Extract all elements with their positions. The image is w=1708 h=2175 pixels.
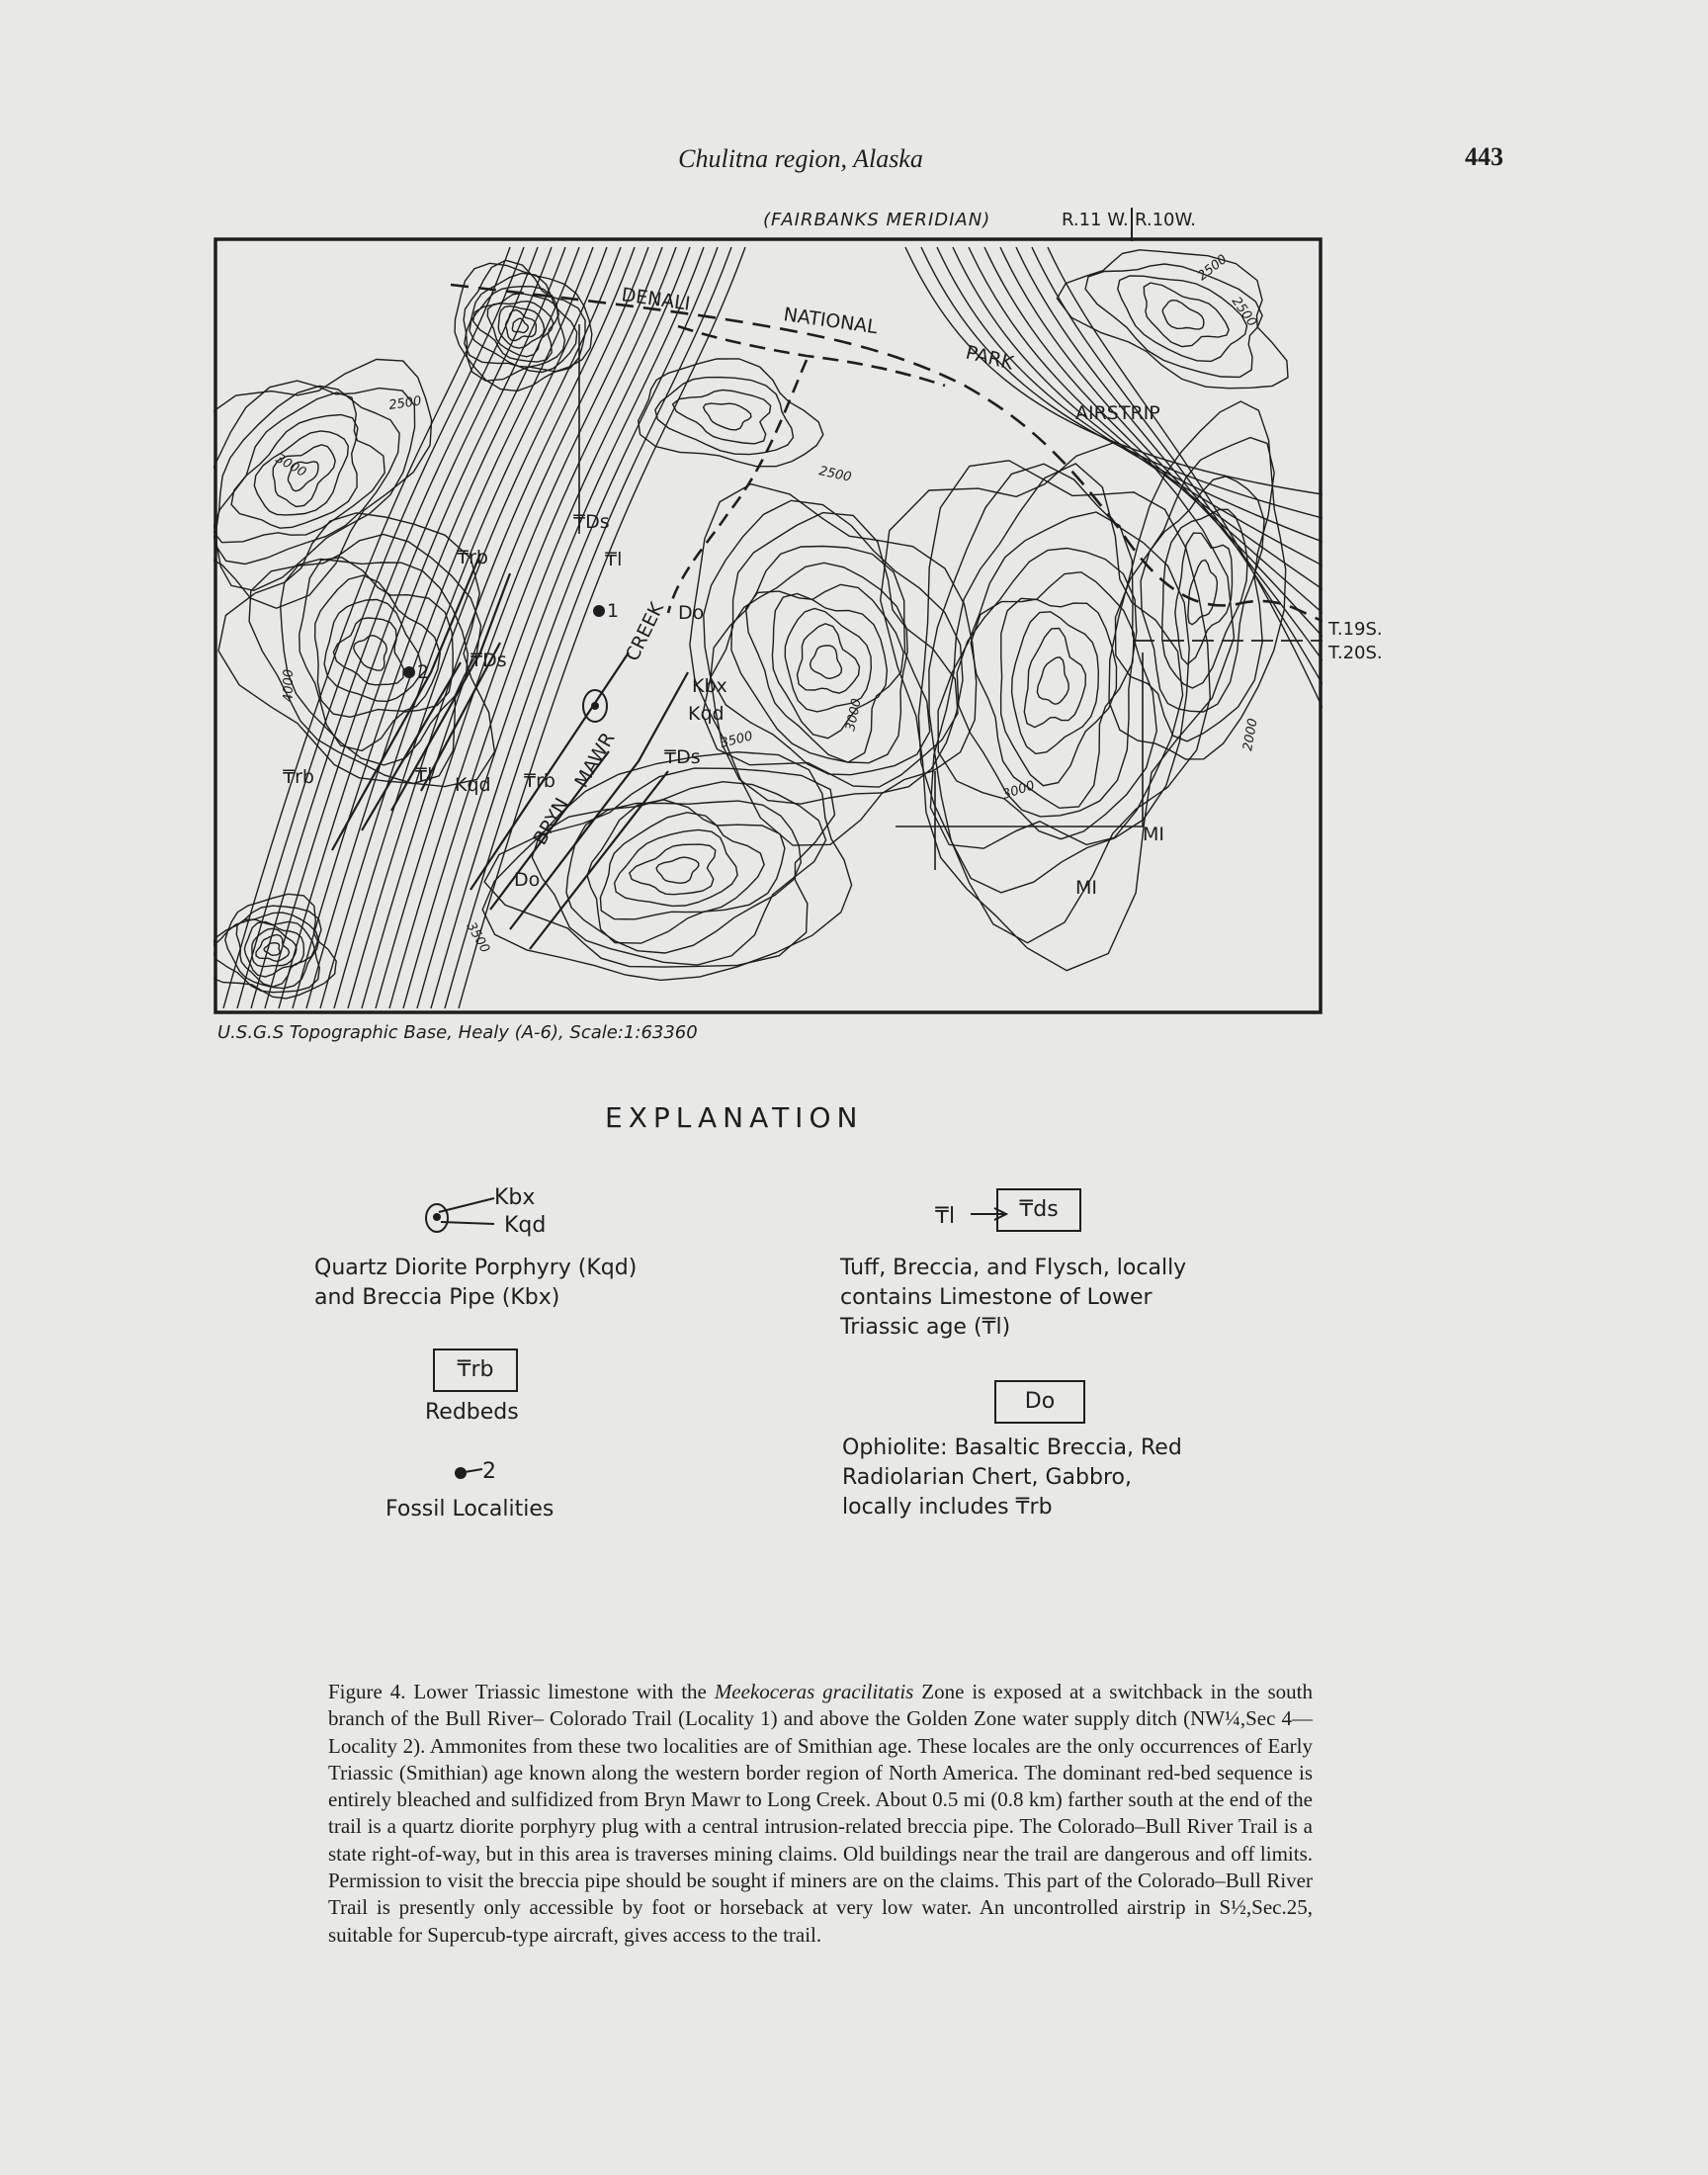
contour-label: 2500	[387, 393, 423, 413]
contour-line	[639, 359, 823, 467]
contour-line	[798, 624, 860, 693]
contour-line	[455, 263, 592, 391]
unit-label: ₸Ds	[664, 746, 701, 768]
unit-label: ₸Ds	[470, 650, 507, 671]
fossil-locality-2	[403, 666, 415, 678]
legend-kqd-description: Quartz Diorite Porphyry (Kqd) and Breccia Pipe (Kbx)	[314, 1256, 638, 1310]
range-west-label: R.11 W.	[1062, 210, 1129, 230]
fossil-label: 2	[417, 661, 430, 683]
place-label: MAWR	[570, 729, 620, 792]
fossil-label: 1	[607, 600, 620, 622]
place-label: BRYN	[529, 794, 573, 849]
contour-label: 2500	[1195, 251, 1231, 285]
contour-line	[1175, 533, 1233, 664]
legend-trl-symbol-label: ₸l	[935, 1204, 956, 1229]
contour-line	[1037, 657, 1068, 704]
contour-line	[532, 782, 825, 965]
legend-do-description: Ophiolite: Basaltic Breccia, Red Radiolarian Chert, Gabbro, locally includes ₸rb	[842, 1436, 1182, 1520]
unit-label: ₸rb	[283, 766, 314, 788]
contour-line	[333, 618, 403, 685]
range-east-label: R.10W.	[1135, 210, 1196, 230]
contour-label: 2000	[1240, 717, 1261, 752]
caption-species: Meekoceras gracilitatis	[714, 1680, 914, 1703]
legend-trl-description: Tuff, Breccia, and Flysch, locally contains Limestone of Lower Triassic age (₸l)	[840, 1256, 1187, 1340]
fossil-locality-1	[593, 605, 605, 617]
contour-line	[1141, 477, 1264, 712]
unit-label: ₸Ds	[573, 511, 610, 533]
contour-line	[656, 857, 699, 883]
caption-body: Zone is exposed at a switchback in the south branch of the Bull River– Colorado Trail (Locality 1) and above the Golden Zone water supply ditch (NW¼,Sec 4—Locality 2). Ammonites from these two localities are of Smithian age. These locales are the only occurrences of Early Triassic (Smithian) age known along the western border region of North America. The dominant red-bed sequence is entirely bleached and sulfidized from Bryn Mawr to Long Creek. About 0.5 mi (0.8 km) farther south at the end of the trail is a quartz diorite porphyry plug with a central intrusion-related breccia pipe. The Colorado–Bull River Trail is a state right-of-way, but in this area is traverses mining claims. Old buildings near the trail are dangerous and off limits. Permission to visit the breccia pipe should be sought if miners are on the claims. This part of the Colorado–Bull River Trail is presently only accessible by foot or horseback at very low water. An uncontrolled airstrip in S½,Sec.25, suitable for Supercub-type aircraft, gives access to the trail.	[328, 1680, 1314, 1947]
contour-line	[1116, 438, 1275, 741]
topographic-map	[214, 237, 1323, 1014]
explanation-title: EXPLANATION	[605, 1101, 864, 1134]
contour-line	[655, 378, 794, 455]
legend-fossil-number: 2	[482, 1459, 496, 1484]
legend-kqd-label: Kqd	[504, 1213, 547, 1238]
legend-trds-box: ₸ds	[996, 1188, 1081, 1232]
unit-label: ₸l	[605, 549, 623, 570]
unit-label: Kqd	[688, 703, 725, 725]
contour-line	[587, 800, 785, 943]
contour-line	[1001, 598, 1117, 785]
contour-line	[938, 512, 1156, 839]
airstrip-label: AIRSTRIP	[1075, 402, 1160, 424]
figure-caption	[328, 1679, 1313, 1949]
contour-label: 3000	[843, 697, 865, 733]
contour-label: 2500	[1228, 294, 1259, 330]
legend-fossil-description: Fossil Localities	[385, 1497, 555, 1522]
running-head: Chulitna region, Alaska	[678, 144, 923, 173]
map-canvas	[214, 237, 1323, 1014]
legend-trb-box: ₸rb	[433, 1348, 518, 1392]
section-lines	[579, 324, 1143, 870]
unit-label: ₸l	[415, 764, 433, 786]
township-north-label: T.19S.	[1328, 619, 1383, 640]
place-label: MI	[1143, 824, 1164, 845]
caption-lead: Figure 4. Lower Triassic limestone with the	[328, 1680, 707, 1703]
unit-label: Kqd	[455, 774, 491, 796]
contour-line	[1024, 629, 1085, 728]
park-label-national: NATIONAL	[782, 304, 880, 339]
page-number: 443	[1465, 142, 1503, 171]
contour-line	[249, 535, 481, 784]
contour-line	[630, 844, 716, 895]
contour-label: 3000	[273, 451, 309, 481]
contour-label: 3500	[463, 919, 493, 956]
unit-label: ₸rb	[524, 770, 555, 792]
contour-lines	[214, 247, 1323, 1008]
contour-line	[811, 646, 842, 678]
contour-line	[921, 247, 1323, 518]
breccia-pipe	[591, 702, 599, 710]
range-divider	[1131, 208, 1133, 241]
contour-label: 2500	[817, 464, 853, 485]
map-credit: U.S.G.S Topographic Base, Healy (A-6), Scale:1:63360	[217, 1022, 698, 1043]
legend-kbx-label: Kbx	[494, 1185, 536, 1210]
contour-line	[1162, 301, 1204, 329]
contour-line	[1144, 283, 1229, 347]
contour-label: 4000	[282, 668, 297, 702]
contour-line	[362, 247, 648, 1008]
unit-label: Do	[514, 869, 541, 891]
unit-label: Do	[678, 602, 705, 624]
fault-lines	[332, 554, 688, 949]
contour-line	[1085, 264, 1262, 377]
legend-do-box: Do	[994, 1380, 1085, 1424]
unit-label: Kbx	[692, 675, 727, 697]
park-label-park: PARK	[963, 341, 1016, 375]
contour-line	[937, 247, 1323, 542]
legend-trb-description: Redbeds	[425, 1400, 519, 1425]
contour-line	[881, 443, 1235, 971]
contour-line	[1118, 276, 1247, 361]
contour-label: 3500	[719, 729, 755, 751]
township-south-label: T.20S.	[1328, 643, 1383, 663]
place-label: MI	[1075, 877, 1097, 899]
contour-line	[704, 403, 751, 430]
contour-label: 3000	[1000, 778, 1037, 803]
meridian-label: (FAIRBANKS MERIDIAN)	[763, 210, 991, 230]
place-label: CREEK	[621, 598, 669, 665]
unit-label: ₸rb	[457, 547, 488, 568]
contour-line	[690, 484, 977, 845]
contour-line	[445, 247, 731, 1008]
contour-line	[905, 247, 1323, 494]
park-label-denali: DENALI	[620, 284, 692, 315]
